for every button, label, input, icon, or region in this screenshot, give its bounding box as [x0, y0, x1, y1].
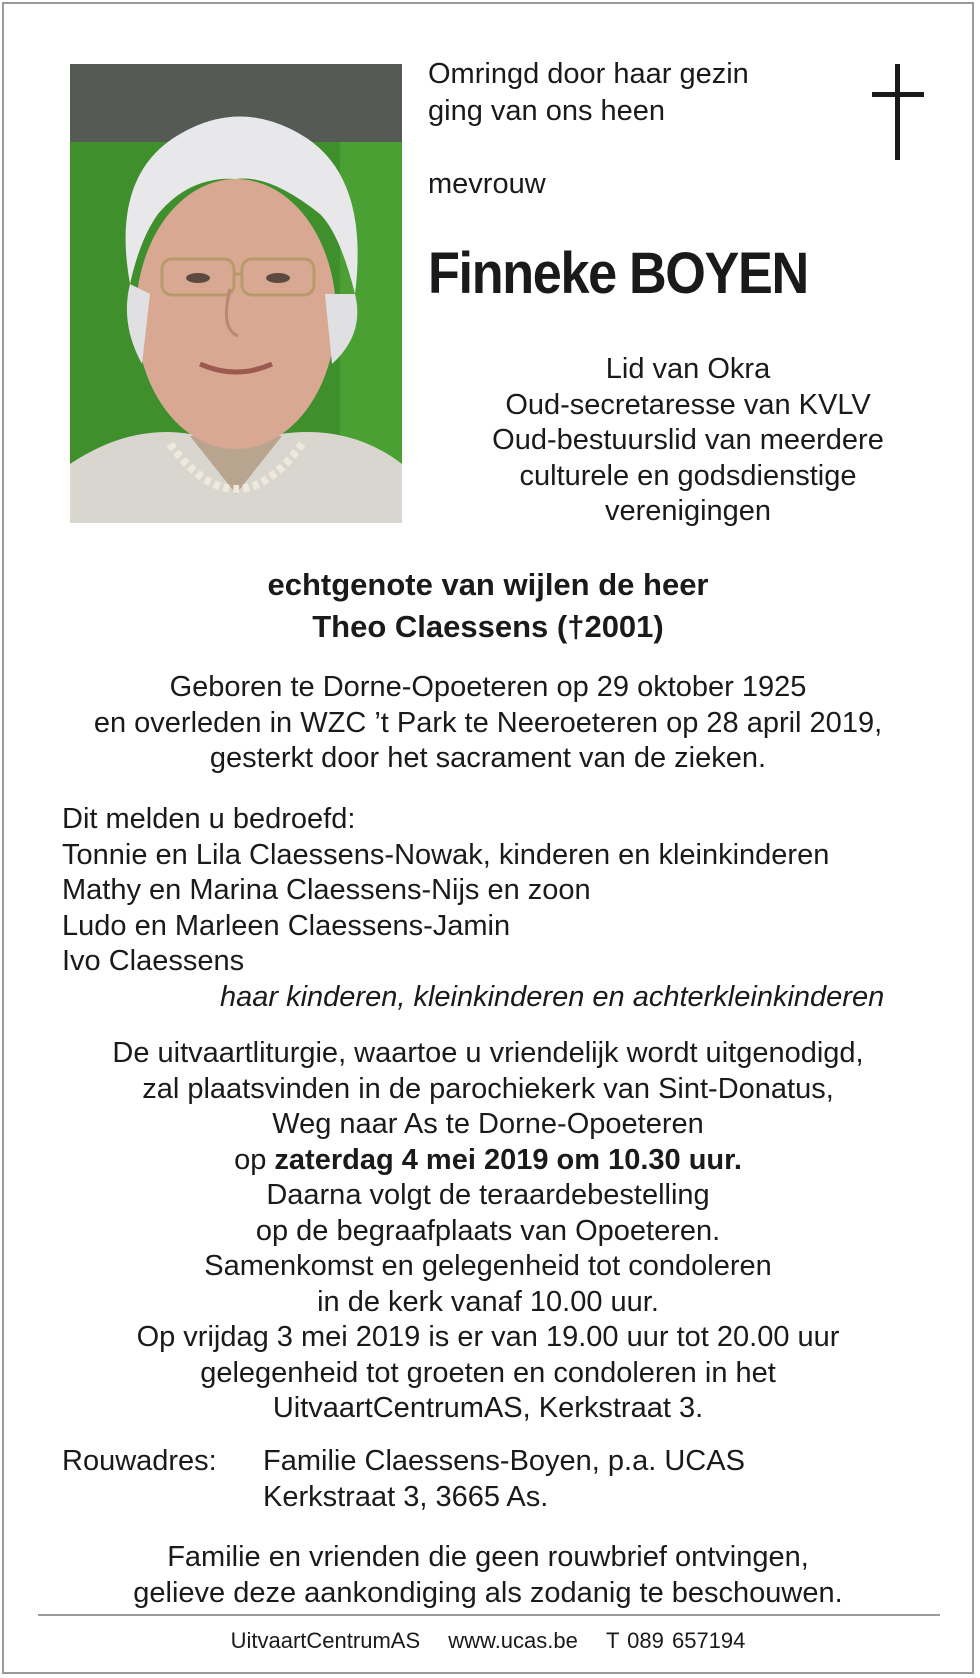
funeral-date-line	[4, 1143, 972, 1179]
role-line: Lid van Okra	[605, 353, 771, 385]
funeral-date-prefix: op	[234, 1143, 267, 1176]
funeral-line: op de begraafplaats van Opoeteren.	[255, 1214, 721, 1247]
footer	[4, 1628, 972, 1654]
born-line: gesterkt door het sacrament van de zieken.	[209, 742, 767, 774]
family-member: Mathy en Marina Claessens-Nijs en zoon	[62, 874, 591, 906]
role-line: Oud-secretaresse van KVLV	[505, 388, 871, 421]
footer-company: UitvaartCentrumAS	[230, 1628, 421, 1653]
intro-line-2: ging van ons heen	[428, 95, 666, 127]
notice-text	[4, 1540, 972, 1611]
title-mevrouw: mevrouw	[428, 168, 546, 200]
funeral-line: UitvaartCentrumAS, Kerkstraat 3.	[272, 1392, 704, 1424]
spouse-line-1: echtgenote van wijlen de heer	[267, 567, 709, 602]
footer-divider	[38, 1614, 940, 1616]
role-line: culturele en godsdienstige	[519, 459, 857, 492]
spouse-line-2: Theo Claessens (†2001)	[312, 609, 664, 644]
cross-icon	[868, 64, 928, 164]
address-line-2: Kerkstraat 3, 3665 As.	[263, 1480, 549, 1513]
address-label: Rouwadres:	[62, 1445, 217, 1477]
funeral-line: Op vrijdag 3 mei 2019 is er van 19.00 uur tot 20.00 uur	[136, 1321, 840, 1353]
family-intro: Dit melden u bedroefd:	[62, 803, 356, 835]
funeral-line: Daarna volgt de teraardebestelling	[266, 1179, 710, 1211]
intro-text	[428, 56, 749, 203]
obituary-card	[2, 2, 974, 1674]
family-list	[62, 802, 884, 1015]
footer-website: www.ucas.be	[448, 1628, 578, 1653]
notice-line-1: Familie en vrienden die geen rouwbrief ontvingen,	[167, 1541, 809, 1573]
funeral-info	[4, 1036, 972, 1427]
funeral-line: De uitvaartliturgie, waartoe u vriendelijk wordt uitgenodigd,	[112, 1037, 864, 1069]
family-member: Tonnie en Lila Claessens-Nowak, kinderen en kleinkinderen	[62, 838, 830, 871]
funeral-line: Weg naar As te Dorne-Opoeteren	[272, 1108, 704, 1140]
mourning-address	[62, 1444, 745, 1515]
roles-list	[428, 352, 948, 530]
birth-death-info	[4, 670, 972, 777]
family-closing: haar kinderen, kleinkinderen en achterkleinkinderen	[220, 980, 885, 1013]
funeral-line: Samenkomst en gelegenheid tot condoleren	[204, 1250, 772, 1282]
funeral-date: zaterdag 4 mei 2019 om 10.30 uur.	[274, 1143, 742, 1176]
address-line-1: Familie Claessens-Boyen, p.a. UCAS	[263, 1445, 745, 1477]
funeral-line: gelegenheid tot groeten en condoleren in het	[200, 1356, 776, 1389]
funeral-line: in de kerk vanaf 10.00 uur.	[317, 1285, 659, 1318]
funeral-line: zal plaatsvinden in de parochiekerk van Sint-Donatus,	[142, 1072, 834, 1105]
born-line: en overleden in WZC ’t Park te Neeroeteren op 28 april 2019,	[93, 706, 883, 739]
footer-phone: T 089 657194	[606, 1628, 746, 1653]
role-line: verenigingen	[604, 495, 772, 527]
spouse-info	[4, 564, 972, 648]
born-line: Geboren te Dorne-Opoeteren op 29 oktober 1925	[169, 671, 807, 703]
role-line: Oud-bestuurslid van meerdere	[492, 424, 884, 456]
family-member: Ivo Claessens	[62, 945, 245, 977]
intro-line-1: Omringd door haar gezin	[428, 58, 749, 90]
family-member: Ludo en Marleen Claessens-Jamin	[62, 909, 511, 942]
deceased-name: Finneke BOYEN	[428, 241, 808, 306]
portrait-photo	[70, 64, 402, 523]
notice-line-2: gelieve deze aankondiging als zodanig te beschouwen.	[133, 1576, 843, 1609]
